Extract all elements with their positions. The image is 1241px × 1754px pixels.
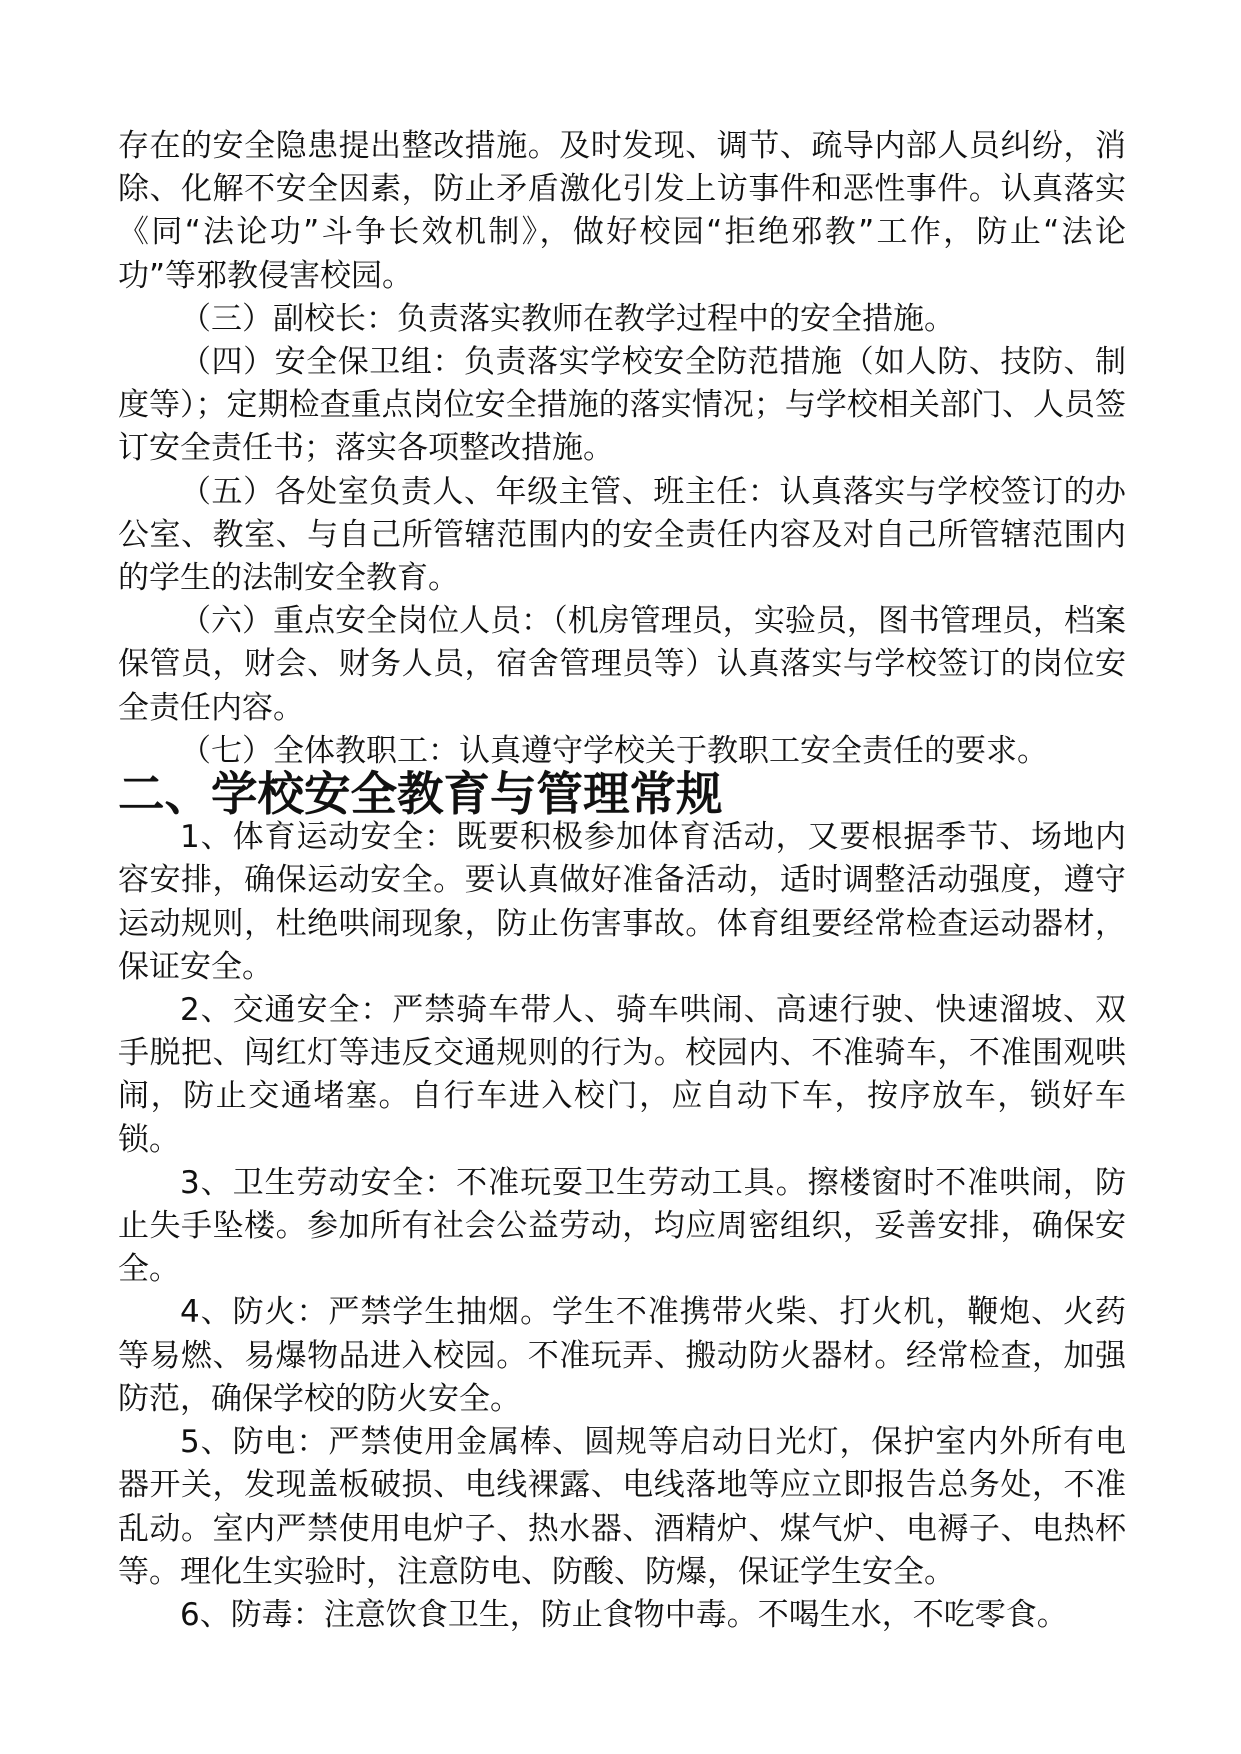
paragraph-sports-safety: 1、体育运动安全：既要积极参加体育活动，又要根据季节、场地内容安排，确保运动安全。要认真做好准备活动，适时调整活动强度，遵守运动规则，杜绝哄闹现象，防止伤害事故。体育组要经常检查运动器材，保证安全。: [118, 819, 1126, 985]
paragraph-poison-prevention: 6、防毒：注意饮食卫生，防止食物中毒。不喝生水，不吃零食。: [180, 1596, 1068, 1633]
paragraph-vice-principal: （三）副校长：负责落实教师在教学过程中的安全措施。: [180, 300, 955, 337]
paragraph-continuation: 存在的安全隐患提出整改措施。及时发现、调节、疏导内部人员纠纷，消除、化解不安全因素，防止矛盾激化引发上访事件和恶性事件。认真落实《同“法论功”斗争长效机制》，做好校园“拒绝邪教”工作，防止“法论功”等邪教侵害校园。: [118, 128, 1126, 294]
document-page: [118, 125, 1126, 1637]
paragraph-all-staff: （七）全体教职工：认真遵守学校关于教职工安全责任的要求。: [180, 732, 1048, 769]
paragraph-department-heads: （五）各处室负责人、年级主管、班主任：认真落实与学校签订的办公室、教室、与自己所管辖范围内的安全责任内容及对自己所管辖范围内的学生的法制安全教育。: [118, 473, 1126, 597]
paragraph-labor-safety: 3、卫生劳动安全：不准玩耍卫生劳动工具。擦楼窗时不准哄闹，防止失手坠楼。参加所有社会公益劳动，均应周密组织，妥善安排，确保安全。: [118, 1164, 1126, 1288]
paragraph-security-group: （四）安全保卫组：负责落实学校安全防范措施（如人防、技防、制度等）；定期检查重点岗位安全措施的落实情况；与学校相关部门、人员签订安全责任书；落实各项整改措施。: [118, 344, 1126, 467]
section-heading: 二、学校安全教育与管理常规: [118, 767, 723, 822]
paragraph-fire-prevention: 4、防火：严禁学生抽烟。学生不准携带火柴、打火机，鞭炮、火药等易燃、易爆物品进入校园。不准玩弄、搬动防火器材。经常检查，加强防范，确保学校的防火安全。: [118, 1294, 1126, 1417]
paragraph-key-positions: （六）重点安全岗位人员：（机房管理员，实验员，图书管理员，档案保管员，财会、财务人员，宿舍管理员等）认真落实与学校签订的岗位安全责任内容。: [118, 603, 1126, 726]
paragraph-electrical-safety: 5、防电：严禁使用金属棒、圆规等启动日光灯，保护室内外所有电器开关，发现盖板破损、电线裸露、电线落地等应立即报告总务处，不准乱动。室内严禁使用电炉子、热水器、酒精炉、煤气炉、电褥子、电热杯等。理化生实验时，注意防电、防酸、防爆，保证学生安全。: [118, 1424, 1126, 1590]
paragraph-traffic-safety: 2、交通安全：严禁骑车带人、骑车哄闹、高速行驶、快速溜坡、双手脱把、闯红灯等违反交通规则的行为。校园内、不准骑车，不准围观哄闹，防止交通堵塞。自行车进入校门，应自动下车，按序放车，锁好车锁。: [118, 992, 1126, 1158]
